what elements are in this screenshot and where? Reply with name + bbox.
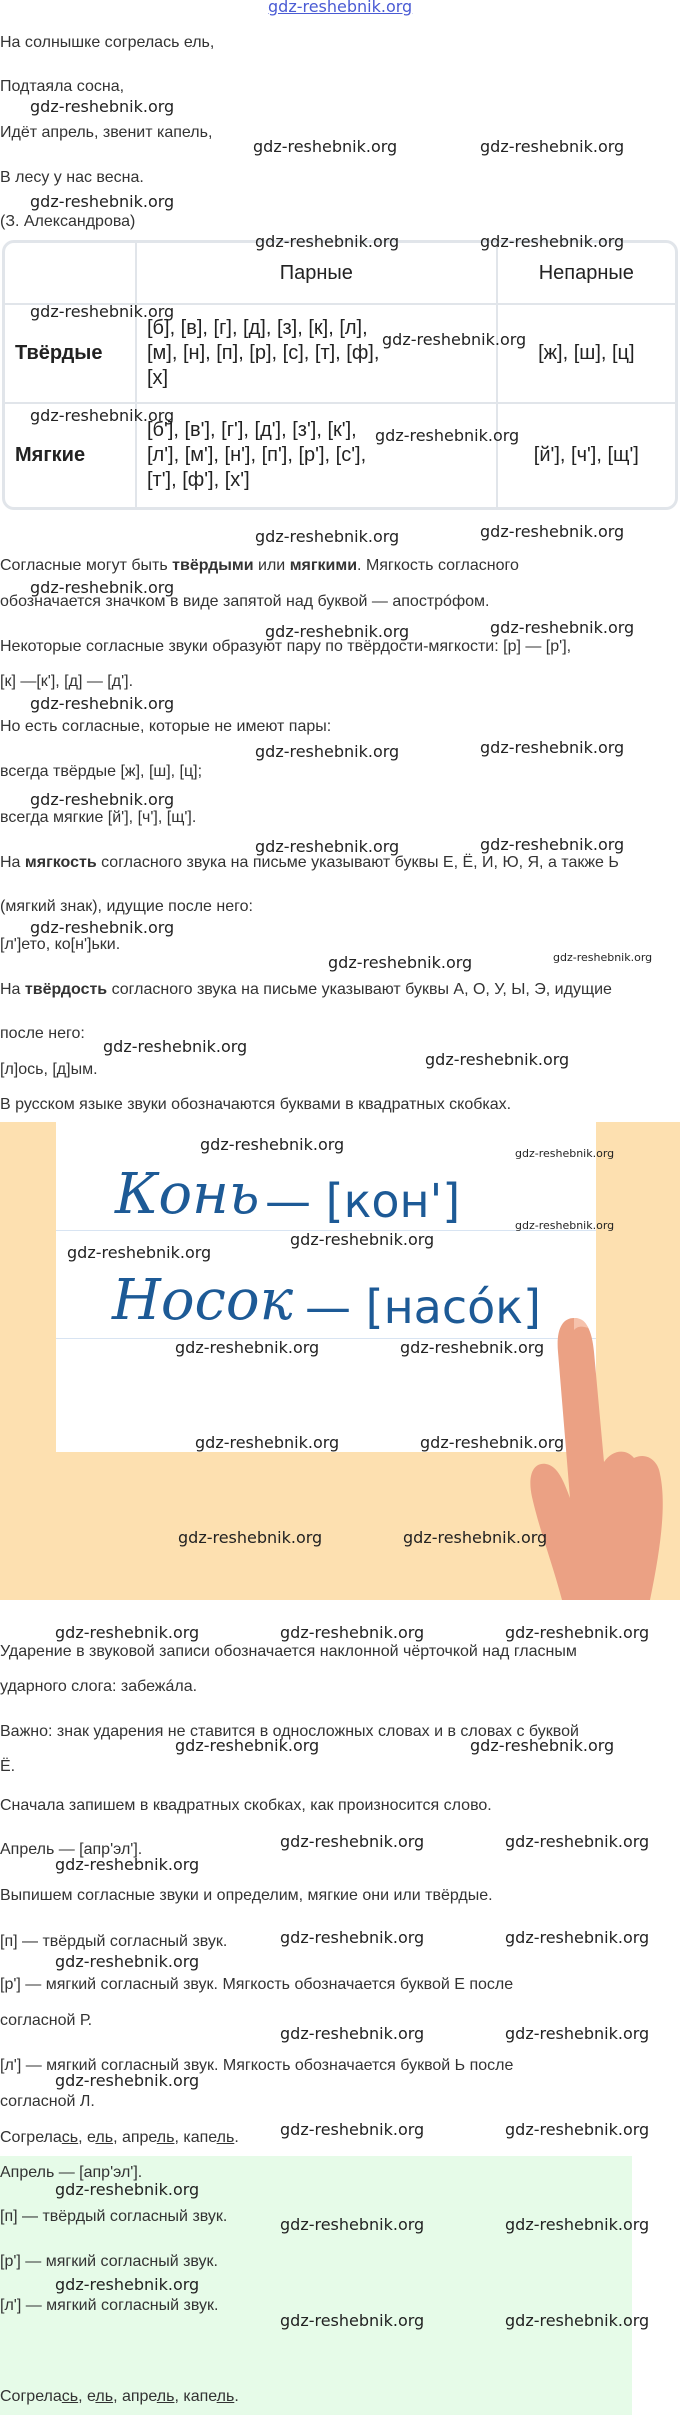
text-fragment: согласного звука на письме указывают буквы Е, Ё, И, Ю, Я, а также Ь (96, 854, 619, 871)
watermark: gdz-reshebnik.org (195, 1433, 340, 1452)
important-note: Важно: знак ударения не ставится в односложных словах и в словах с буквой (0, 1723, 579, 1740)
solution-transcription: Апрель — [апр'эл']. (0, 1841, 143, 1858)
watermark: gdz-reshebnik.org (30, 918, 175, 937)
poem-line-1: На солнышке согрелась ель, (0, 34, 215, 51)
whiteboard-illustration (0, 1122, 680, 1600)
solution-sound-l: [л'] — мягкий согласный звук. Мягкость обозначается буквой Ь после (0, 2057, 514, 2074)
underlined-ending: ль (216, 2129, 235, 2146)
underlined-words (0, 2128, 239, 2148)
watermark: gdz-reshebnik.org (255, 742, 400, 761)
answer-transcription: Апрель — [апр'эл']. (0, 2164, 143, 2181)
watermark: gdz-reshebnik.org (280, 1623, 425, 1642)
word-fragment: апре (121, 2129, 157, 2146)
underlined-ending: сь (61, 2129, 79, 2146)
watermark: gdz-reshebnik.org (55, 1952, 200, 1971)
theory-always-soft: всегда мягкие [й'], [ч'], [щ']. (0, 809, 197, 826)
watermark: gdz-reshebnik.org (505, 2120, 650, 2139)
watermark: gdz-reshebnik.org (505, 1623, 650, 1642)
watermark: gdz-reshebnik.org (30, 302, 175, 321)
answer-sound-l: [л'] — мягкий согласный звук. (0, 2297, 219, 2314)
theory-softness-letters (0, 853, 619, 873)
table-header-empty (5, 243, 137, 305)
text-fragment: Согласные могут быть (0, 557, 173, 574)
watermark: gdz-reshebnik.org (280, 2120, 425, 2139)
watermark: gdz-reshebnik.org (375, 426, 520, 445)
underlined-ending: ль (95, 2129, 114, 2146)
watermark: gdz-reshebnik.org (255, 837, 400, 856)
theory-hardness-letters (0, 980, 612, 1000)
word-separator: , (113, 2388, 122, 2405)
watermark: gdz-reshebnik.org (30, 790, 175, 809)
bold-term-hard: твёрдыми (172, 557, 254, 574)
word-fragment: е (87, 2129, 96, 2146)
text-fragment: согласного звука на письме указывают буквы А, О, У, Ы, Э, идущие (107, 981, 612, 998)
solution-step-2: Выпишем согласные звуки и определим, мягкие они или твёрдые. (0, 1887, 493, 1904)
bold-term-softness: мягкость (24, 854, 97, 871)
table-header-paired: Парные (137, 243, 498, 305)
text-fragment: На (0, 981, 25, 998)
soft-paired-line: [л'], [м'], [н'], [п'], [р'], [с'], (147, 444, 367, 466)
hard-paired-cell (137, 305, 498, 404)
watermark: gdz-reshebnik.org (30, 694, 175, 713)
consonants-table (2, 240, 678, 510)
word-separator: , (174, 2129, 184, 2146)
theory-paragraph-1 (0, 556, 519, 576)
watermark: gdz-reshebnik.org (382, 330, 527, 349)
watermark: gdz-reshebnik.org (200, 1135, 345, 1154)
theory-softness-line-2: (мягкий знак), идущие после него: (0, 898, 253, 915)
word-fragment: е (87, 2388, 96, 2405)
word-fragment: капе (183, 2388, 217, 2405)
word-separator: , (174, 2388, 184, 2405)
poem-line-2: Подтаяла сосна, (0, 78, 125, 95)
watermark: gdz-reshebnik.org (175, 1736, 320, 1755)
underlined-ending: ль (216, 2388, 235, 2405)
watermark: gdz-reshebnik.org (280, 2311, 425, 2330)
handwritten-word-1: Конь (115, 1162, 260, 1227)
watermark: gdz-reshebnik.org (30, 192, 175, 211)
watermark: gdz-reshebnik.org (55, 1623, 200, 1642)
row-label-soft: Мягкие (5, 404, 137, 507)
watermark: gdz-reshebnik.org (280, 1832, 425, 1851)
bold-term-soft: мягкими (289, 557, 358, 574)
bold-term-hardness: твёрдость (24, 981, 108, 998)
row-label-hard: Твёрдые (5, 305, 137, 404)
poem-line-3: Идёт апрель, звенит капель, (0, 124, 213, 141)
word-separator: , (78, 2388, 88, 2405)
theory-paragraph-2: Некоторые согласные звуки образуют пару по твёрдости-мягкости: [р] — [р'], (0, 638, 572, 655)
watermark: gdz-reshebnik.org (490, 618, 635, 637)
solution-step-1: Сначала запишем в квадратных скобках, как произносится слово. (0, 1797, 492, 1814)
soft-unpaired-cell: [й'], [ч'], [щ'] (533, 444, 639, 466)
watermark: gdz-reshebnik.org (280, 2215, 425, 2234)
answer-sound-r: [р'] — мягкий согласный звук. (0, 2253, 218, 2270)
watermark: gdz-reshebnik.org (175, 1338, 320, 1357)
underlined-ending: ль (95, 2388, 114, 2405)
poem-line-4: В лесу у нас весна. (0, 169, 144, 186)
table-header-row (5, 243, 675, 305)
watermark: gdz-reshebnik.org (55, 2275, 200, 2294)
watermark: gdz-reshebnik.org (480, 232, 625, 251)
watermark: gdz-reshebnik.org (328, 953, 473, 972)
text-fragment: или (253, 557, 290, 574)
word-separator: , (113, 2129, 122, 2146)
watermark: gdz-reshebnik.org (265, 622, 410, 641)
soft-paired-line: [б'], [в'], [г'], [д'], [з'], [к'], (147, 419, 357, 441)
watermark: gdz-reshebnik.org (403, 1528, 548, 1547)
solution-sound-p: [п] — твёрдый согласный звук. (0, 1933, 228, 1950)
watermark: gdz-reshebnik.org (30, 406, 175, 425)
watermark: gdz-reshebnik.org (470, 1736, 615, 1755)
watermark: gdz-reshebnik.org (253, 137, 398, 156)
watermark: gdz-reshebnik.org (505, 2215, 650, 2234)
soft-paired-cell (137, 404, 498, 507)
watermark: gdz-reshebnik.org (505, 2024, 650, 2043)
text-fragment: . Мягкость согласного (357, 557, 519, 574)
answer-underlined-words (0, 2387, 239, 2407)
underlined-ending: ль (156, 2388, 175, 2405)
word-fragment: Согрела (0, 2129, 62, 2146)
handwritten-word-2: Носок (112, 1268, 294, 1333)
watermark: gdz-reshebnik.org (255, 527, 400, 546)
watermark: gdz-reshebnik.org (280, 1928, 425, 1947)
word-fragment: капе (183, 2129, 217, 2146)
important-note-line-2: Ё. (0, 1758, 16, 1775)
watermark: gdz-reshebnik.org (553, 951, 653, 964)
word-fragment: Согрела (0, 2388, 62, 2405)
hard-paired-line: [б], [в], [г], [д], [з], [к], [л], (147, 317, 368, 339)
hard-paired-line: [х] (147, 367, 169, 389)
watermark: gdz-reshebnik.org (30, 578, 175, 597)
watermark: gdz-reshebnik.org (480, 835, 625, 854)
watermark: gdz-reshebnik.org (30, 97, 175, 116)
watermark-link[interactable]: gdz-reshebnik.org (268, 0, 413, 16)
watermark: gdz-reshebnik.org (480, 522, 625, 541)
watermark: gdz-reshebnik.org (255, 232, 400, 251)
watermark: gdz-reshebnik.org (178, 1528, 323, 1547)
watermark: gdz-reshebnik.org (480, 137, 625, 156)
watermark: gdz-reshebnik.org (67, 1243, 212, 1262)
watermark: gdz-reshebnik.org (505, 2311, 650, 2330)
text-fragment: На (0, 854, 25, 871)
poem-author: (З. Александрова) (0, 213, 136, 230)
theory-hardness-line-2: после него: (0, 1025, 85, 1042)
solution-sound-r: [р'] — мягкий согласный звук. Мягкость обозначается буквой Е после (0, 1976, 514, 1993)
theory-paragraph-3: Но есть согласные, которые не имеют пары: (0, 718, 332, 735)
watermark: gdz-reshebnik.org (515, 1147, 615, 1160)
watermark: gdz-reshebnik.org (103, 1037, 248, 1056)
theory-hardness-example: [л]ось, [д]ым. (0, 1061, 98, 1078)
hard-unpaired-cell: [ж], [ш], [ц] (498, 305, 675, 404)
answer-sound-p: [п] — твёрдый согласный звук. (0, 2208, 228, 2225)
watermark: gdz-reshebnik.org (420, 1433, 565, 1452)
solution-sound-l-line-2: согласной Л. (0, 2093, 95, 2110)
watermark: gdz-reshebnik.org (425, 1050, 570, 1069)
word-fragment: апре (121, 2388, 157, 2405)
word-separator: , (78, 2129, 88, 2146)
transcription-1: — [кон'] (265, 1174, 461, 1228)
stress-rule-line-2: ударного слога: забежáла. (0, 1678, 198, 1695)
watermark: gdz-reshebnik.org (505, 1832, 650, 1851)
watermark: gdz-reshebnik.org (505, 1928, 650, 1947)
soft-paired-line: [т'], [ф'], [х'] (147, 469, 250, 491)
watermark: gdz-reshebnik.org (55, 2071, 200, 2090)
solution-sound-r-line-2: согласной Р. (0, 2012, 93, 2029)
underlined-ending: сь (61, 2388, 79, 2405)
watermark: gdz-reshebnik.org (55, 1855, 200, 1874)
table-header-unpaired: Непарные (498, 243, 675, 305)
theory-brackets-note: В русском языке звуки обозначаются буквами в квадратных скобках. (0, 1096, 512, 1113)
theory-softness-example: [л']ето, ко[н']ьки. (0, 936, 121, 953)
watermark: gdz-reshebnik.org (290, 1230, 435, 1249)
watermark: gdz-reshebnik.org (480, 738, 625, 757)
watermark: gdz-reshebnik.org (515, 1219, 615, 1232)
word-separator: . (234, 2129, 239, 2146)
watermark: gdz-reshebnik.org (400, 1338, 545, 1357)
stress-rule: Ударение в звуковой записи обозначается наклонной чёрточкой над гласным (0, 1643, 577, 1660)
underlined-ending: ль (156, 2129, 175, 2146)
watermark: gdz-reshebnik.org (55, 2180, 200, 2199)
theory-paragraph-2-line-2: [к] —[к'], [д] — [д']. (0, 673, 134, 690)
theory-paragraph-1-line-2: обозначается значком в виде запятой над буквой — апострóфом. (0, 593, 490, 610)
hard-paired-line: [м], [н], [п], [р], [с], [т], [ф], (147, 342, 380, 364)
transcription-2: — [насóк] (305, 1280, 541, 1334)
watermark: gdz-reshebnik.org (280, 2024, 425, 2043)
word-separator: . (234, 2388, 239, 2405)
theory-always-hard: всегда твёрдые [ж], [ш], [ц]; (0, 763, 203, 780)
